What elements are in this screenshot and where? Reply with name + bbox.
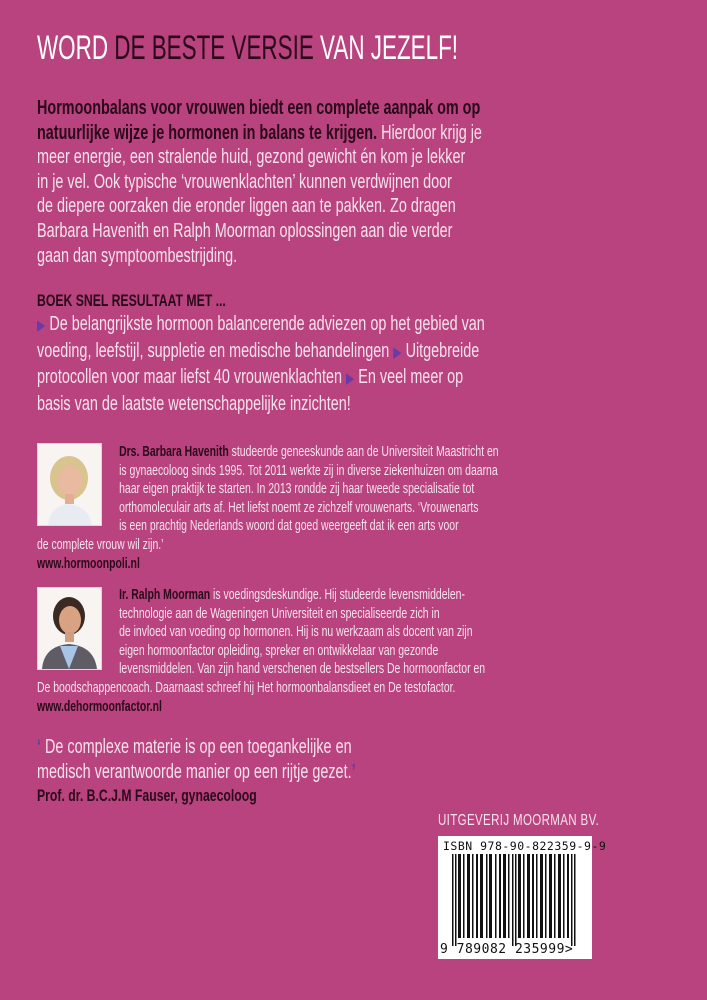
barcode-bars-icon xyxy=(452,854,584,946)
open-quote-icon: ‘ xyxy=(37,736,42,758)
author-bio-barbara: Drs. Barbara Havenith studeerde geneeskunde aan de Universiteit Maastricht en is gynaecoloog sinds 1995. Tot 2011 werkte zij in diverse ziekenhuizen om daarna haar eigen praktijk te starten. In 2013 rondde zij haar tweede specialisatie tot orthomoleculair arts af. Het liefst noemt ze zichzelf vrouwenarts. ‘Vrouwenarts is een prachtig Nederlands woord dat goed weergeeft dat ik een arts voor de complete vrouw wil zijn.’ www.hormoonpoli.nl xyxy=(37,444,499,572)
benefits-list: ▶ De belangrijkste hormoon balancerende adviezen op het gebied van voeding, leefstijl, suppletie en medische behandelingen ▶ Uitgebreide protocollen voor maar liefst 40 vrouwenklachten ▶ En veel meer op basis van de laatste wetenschappelijke inzichten! xyxy=(37,313,485,415)
author-website-link[interactable]: www.dehormoonfactor.nl xyxy=(37,698,162,715)
isbn-barcode xyxy=(438,836,607,959)
benefits-heading: BOEK SNEL RESULTAAT MET ... xyxy=(37,291,226,310)
testimonial-quote: ‘ De complexe materie is op een toegankelijke en medisch verantwoorde manier op een rijtje gezet.’ xyxy=(37,736,356,783)
close-quote-icon: ’ xyxy=(351,760,356,783)
quote-author: Prof. dr. B.C.J.M Fauser, gynaecoloog xyxy=(37,786,257,805)
triangle-right-icon: ▶ xyxy=(37,317,46,334)
triangle-right-icon: ▶ xyxy=(345,370,355,388)
author-bio-ralph: Ir. Ralph Moorman is voedingsdeskundige. Hij studeerde levensmiddelen- technologie aan de Wageningen Universiteit en specialiseerde zich in de invloed van voeding op hormonen. Hij is nu werkzaam als docent van zijn eigen hormoonfactor opleiding, spreker en ontwikkelaar van gezonde levensmiddelen. Van zijn hand verschenen de bestsellers De hormoonfactor en De boodschappencoach. Daarnaast schreef hij Het hormoonbalansdieet en De testofactor. www.dehormoonfactor.nl xyxy=(37,587,486,715)
headline: WORD DE BESTE VERSIE VAN JEZELF! xyxy=(37,29,459,67)
publisher-name: UITGEVERIJ MOORMAN BV. xyxy=(438,812,600,829)
triangle-right-icon: ▶ xyxy=(393,343,402,361)
intro-paragraph: Hormoonbalans voor vrouwen biedt een complete aanpak om op natuurlijke wijze je hormonen in balans te krijgen. Hierdoor krijg je meer energie, een stralende huid, gezond gewicht én kom je lekker in je vel. Ook typische ‘vrouwenklachten’ kunnen verdwijnen door de diepere oorzaken die eronder liggen aan te pakken. Zo dragen Barbara Havenith en Ralph Moorman oplossingen aan die verder gaan dan symptoombestrijding. xyxy=(37,97,482,267)
barcode-digits: 9 789082 235999> xyxy=(440,942,574,957)
author-website-link[interactable]: www.hormoonpoli.nl xyxy=(37,555,140,572)
isbn-label: ISBN 978-90-822359-9-9 xyxy=(443,839,607,853)
